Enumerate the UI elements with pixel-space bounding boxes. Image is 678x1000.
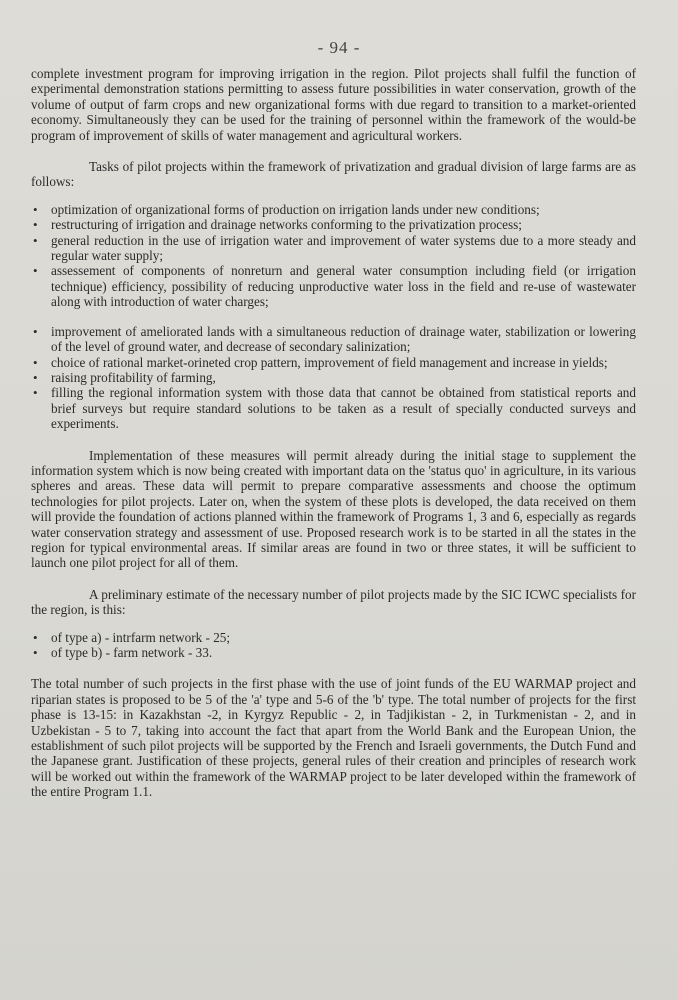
bullet-icon: • [33,385,38,401]
project-type-list [31,630,636,661]
bullet-icon: • [33,217,38,233]
bullet-icon: • [33,263,38,279]
bullet-icon: • [33,629,38,645]
page-content [31,66,636,800]
list-item-text: choice of rational market-orineted crop pattern, improvement of field management and increase in yields; [51,354,608,370]
list-item-text: improvement of ameliorated lands with a simultaneous reduction of drainage water, stabilization or lowering of the level of ground water, and decrease of secondary salinization; [51,323,636,355]
list-item [31,385,636,431]
list-gap [31,310,636,324]
paragraph-gap [31,571,636,587]
list-item-text: restructuring of irrigation and drainage networks conforming to the privatization process; [51,217,522,233]
list-item [31,217,636,232]
list-item-text: assessement of components of nonreturn and general water consumption including field (or irrigation technique) efficiency, possibility of reducing unproductive water loss in the field and re-use of wastewater along with introduction of water charges; [51,263,636,310]
list-item-text: optimization of organizational forms of production on irrigation lands under new conditions; [51,201,540,217]
bullet-icon: • [33,201,38,217]
list-item [31,355,636,370]
paragraph-2: Tasks of pilot projects within the framework of privatization and gradual division of large farms are as follows: [31,159,636,190]
paragraph-1: complete investment program for improving irrigation in the region. Pilot projects shall fulfil the function of experimental demonstration stations permitting to assess future possibilities in water conservation, growth of the volume of output of farm crops and new organizational forms with due regard to transition to a market-oriented economy. Simultaneously they can be used for the training of personnel within the framework of the would-be program of improvement of skills of water management and agricultural workers. [31,66,636,143]
list-item-text: of type b) - farm network - 33. [51,645,213,660]
list-item-text: raising profitability of farming, [51,369,216,385]
list-gap [31,190,636,202]
bullet-icon: • [33,354,38,370]
paragraph-gap [31,660,636,676]
paragraph-4: A preliminary estimate of the necessary number of pilot projects made by the SIC ICWC specialists for the region, is this: [31,586,636,618]
list-item [31,263,636,309]
list-item-text: of type a) - intrfarm network - 25; [51,629,231,645]
list-item-text: general reduction in the use of irrigation water and improvement of water systems due to a more steady and regular water supply; [51,232,636,264]
paragraph-3: Implementation of these measures will permit already during the initial stage to supplement the information system which is now being created with important data on the 'status quo' in agriculture, in its various spheres and areas. These data will permit to prepare comparative assessments and choose the optimum technologies for pilot projects. Later on, when the system of these plots is developed, the data received on them will provide the foundation of actions planned within the framework of Programs 1, 3 and 6, especially as regards water conservation strategy and assessment of use. Proposed research work is to be started in all the states in the region for typical environmental areas. If similar areas are found in two or three states, it will be sufficient to launch one pilot project for all of them. [31,447,636,571]
bullet-icon: • [33,232,38,248]
paragraph-gap [31,143,636,159]
list-item [31,630,636,645]
paragraph-gap [31,432,636,448]
bullet-icon: • [33,645,38,660]
list-item [31,233,636,264]
list-item [31,324,636,355]
task-list-2 [31,324,636,432]
list-item [31,645,636,660]
list-item [31,370,636,385]
list-gap [31,618,636,630]
task-list-1 [31,202,636,310]
page-number: - 94 - [317,38,361,57]
paragraph-5: The total number of such projects in the first phase with the use of joint funds of the EU WARMAP project and riparian states is proposed to be 5 of the 'a' type and 5-6 of the 'b' type. The total number of projects for the first phase is 13-15: in Kazakhstan -2, in Kyrgyz Republic - 2, in Tadjikistan - 2, in Turkmenistan - 2, and in Uzbekistan - 5 to 7, taking into account the fact that apart from the World Bank and the European Union, the establishment of such pilot projects will be supported by the French and Israeli governments, the Dutch Fund and the Japanese grant. Justification of these projects, general rules of their creation and principles of research work will be worked out within the framework of the WARMAP project to be later developed within the framework of the entire Program 1.1. [31,676,636,800]
list-item [31,202,636,217]
bullet-icon: • [33,323,38,339]
list-item-text: filling the regional information system with those data that cannot be obtained from statistical reports and brief surveys but require standard solutions to be taken as a result of specially conducted surveys and experiments. [51,385,636,432]
bullet-icon: • [33,369,38,385]
